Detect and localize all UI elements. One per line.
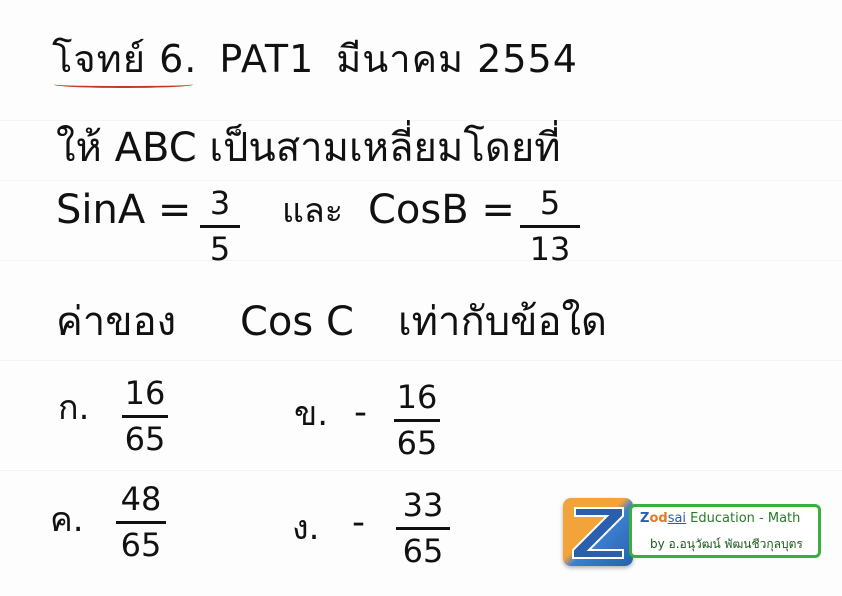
fraction-numerator: 3 — [209, 184, 231, 222]
fraction-bar — [520, 225, 580, 228]
zodsai-logo — [563, 498, 825, 566]
choice-b-sign: - — [354, 392, 367, 433]
choice-b-label: ข. — [294, 394, 329, 434]
brand-z: Z — [640, 511, 650, 526]
sin-a-label: SinA = — [56, 187, 192, 233]
fraction-denominator: 65 — [120, 526, 162, 565]
choice-a-label: ก. — [58, 388, 90, 428]
fraction-bar — [394, 419, 440, 422]
choice-c-label: ค. — [50, 500, 84, 540]
brand-sai: sai — [667, 511, 687, 526]
cos-c-label: Cos C — [240, 299, 354, 345]
fraction-denominator: 13 — [529, 230, 571, 269]
brand-tagline: Education - Math — [686, 511, 801, 526]
cos-b-label: CosB = — [368, 187, 515, 233]
fraction-numerator: 16 — [124, 374, 166, 412]
choice-d-label: ง. — [292, 508, 320, 548]
fraction-bar — [122, 415, 168, 418]
and-word: และ — [282, 191, 344, 231]
exam-name: PAT1 — [219, 37, 315, 81]
problem-statement: ให้ ABC เป็นสามเหลี่ยมโดยที่ — [56, 125, 561, 171]
fraction-numerator: 5 — [539, 184, 561, 222]
fraction-denominator: 65 — [124, 420, 166, 459]
problem-number: โจทย์ 6. — [52, 37, 198, 81]
choice-c-fraction — [116, 482, 166, 563]
logo-panel — [629, 504, 821, 558]
choice-a-fraction — [122, 376, 168, 457]
fraction-denominator: 5 — [209, 230, 231, 269]
question-suffix: เท่ากับข้อใด — [398, 299, 607, 345]
choice-d-sign: - — [352, 502, 365, 543]
fraction-bar — [200, 225, 240, 228]
problem-title — [52, 37, 578, 81]
fraction-denominator: 65 — [402, 532, 444, 571]
fraction-numerator: 48 — [120, 480, 162, 518]
logo-brand — [640, 511, 800, 526]
exam-date: มีนาคม 2554 — [336, 37, 578, 81]
brand-od: od — [649, 511, 668, 526]
fraction-numerator: 33 — [402, 486, 444, 524]
logo-badge — [563, 498, 633, 566]
sin-a-fraction — [200, 186, 240, 267]
choice-d-fraction — [396, 488, 450, 569]
question-prefix: ค่าของ — [56, 299, 177, 345]
choice-b-fraction — [394, 380, 440, 461]
logo-byline: by อ.อนุวัฒน์ พัฒนชีวกุลบุตร — [650, 537, 803, 551]
cos-b-fraction — [520, 186, 580, 267]
fraction-denominator: 65 — [396, 424, 438, 463]
fraction-bar — [396, 527, 450, 530]
z-letter-icon — [563, 498, 633, 566]
fraction-numerator: 16 — [396, 378, 438, 416]
fraction-bar — [116, 521, 166, 524]
